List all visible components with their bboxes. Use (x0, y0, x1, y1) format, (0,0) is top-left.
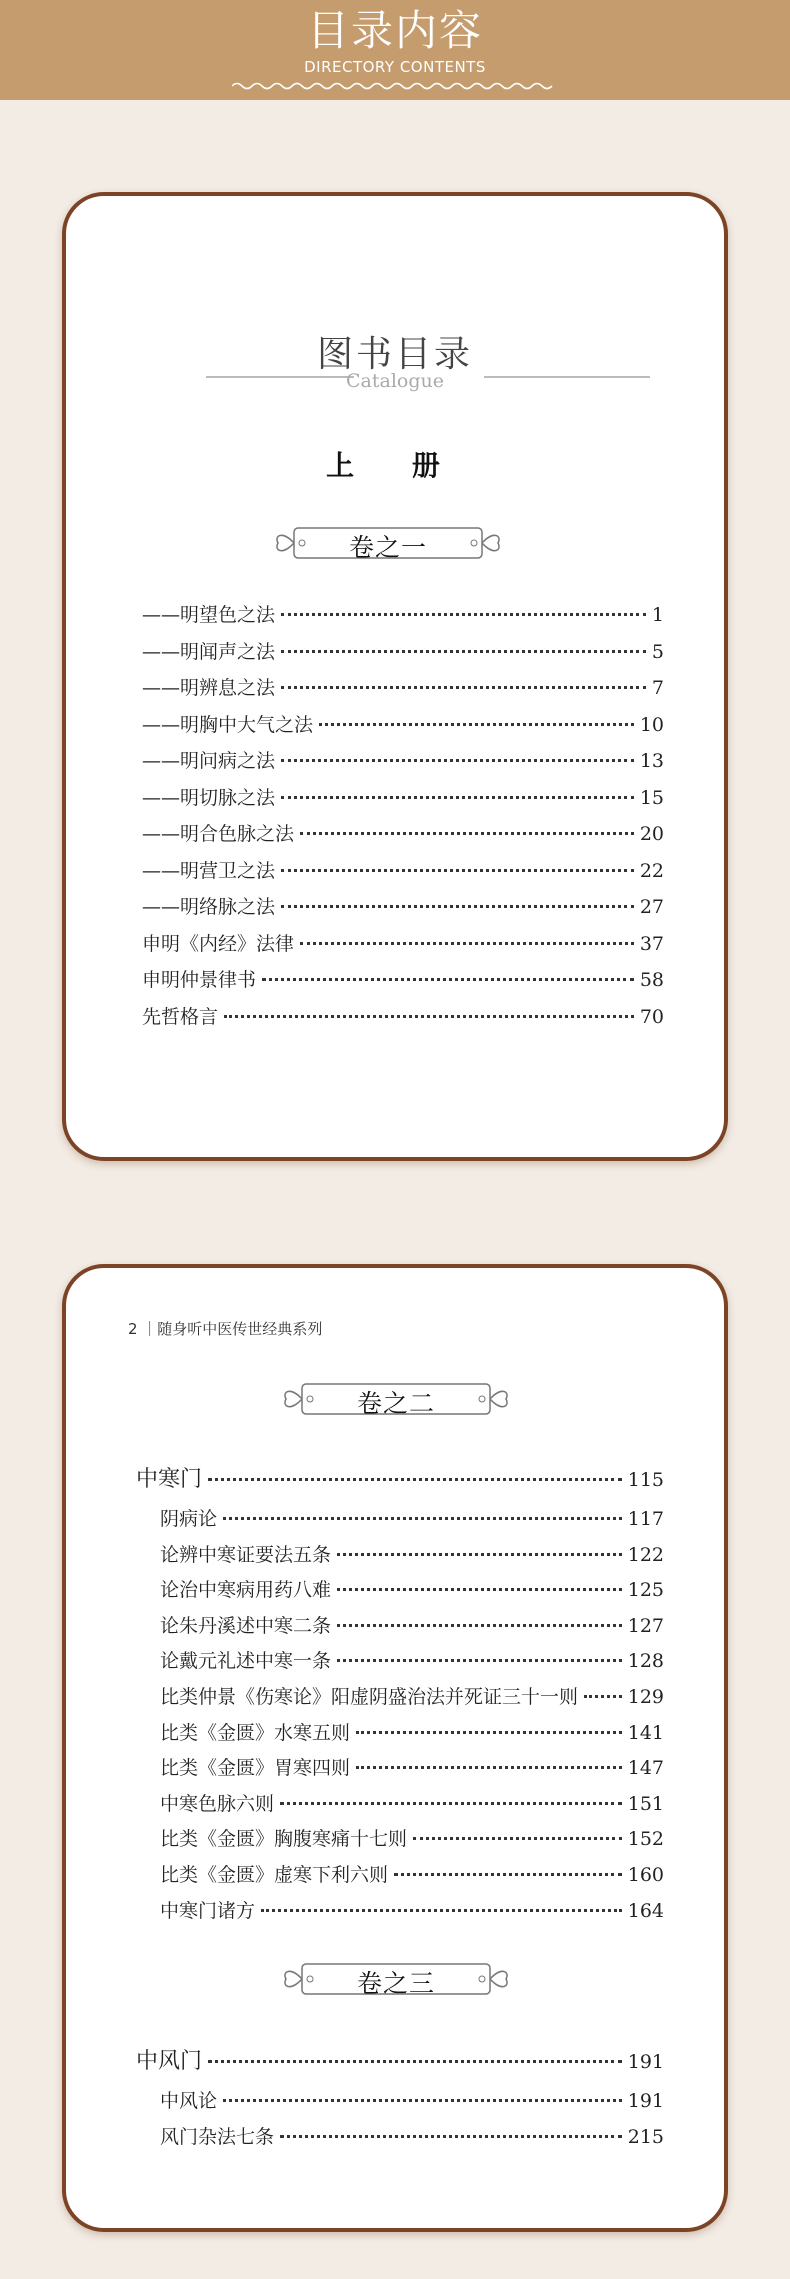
toc-entry-row[interactable] (160, 1646, 664, 1672)
toc-entry-row[interactable] (142, 673, 664, 699)
toc-entry-row[interactable] (142, 600, 664, 626)
toc-entry-page: 115 (627, 1469, 664, 1491)
dot-leader (281, 796, 634, 799)
catalogue-title: 图书目录 (316, 334, 473, 375)
toc-entry-row[interactable] (160, 1753, 664, 1779)
toc-entry-title: 风门杂法七条 (160, 2126, 275, 2148)
toc-entry-row[interactable] (142, 637, 664, 663)
toc-entry-row[interactable] (142, 819, 664, 845)
toc-entry-row[interactable] (160, 1789, 664, 1815)
toc-entry-title: 比类《金匮》胸腹寒痛十七则 (160, 1828, 408, 1851)
toc-entry-title: ——明切脉之法 (142, 786, 276, 809)
toc-entry-title: ——明望色之法 (142, 604, 276, 626)
toc-entry-title: 中寒色脉六则 (160, 1792, 275, 1815)
toc-entry-title: 比类《金匮》水寒五则 (160, 1721, 351, 1744)
dot-leader (584, 1695, 622, 1698)
toc-entry-page: 191 (627, 2051, 664, 2073)
toc-entry-page: 10 (639, 713, 664, 736)
toc-entry-row[interactable] (160, 1504, 664, 1530)
toc-entry-row[interactable] (160, 1540, 664, 1566)
juan3-label: 卷之三 (356, 1969, 435, 1998)
header-banner (0, 0, 790, 100)
toc-entry-page: 20 (639, 823, 664, 845)
toc-entry-row[interactable] (142, 746, 664, 772)
dot-leader (281, 613, 646, 616)
toc-entry-row[interactable] (160, 2086, 664, 2112)
juan1-badge (272, 524, 504, 562)
dot-leader (281, 650, 646, 653)
dot-leader (208, 2060, 622, 2063)
toc-entry-page: 37 (639, 932, 664, 955)
toc-entry-title: 比类《金匮》虚寒下利六则 (160, 1864, 389, 1886)
dot-leader (337, 1624, 622, 1627)
toc-entry-page: 160 (627, 1864, 664, 1886)
toc-entry-page: 13 (639, 750, 664, 772)
toc-entry-page: 122 (627, 1543, 664, 1566)
dot-leader (413, 1837, 622, 1840)
toc-entry-title: ——明问病之法 (142, 750, 276, 772)
toc-entry-row[interactable] (142, 929, 664, 955)
juan1-label: 卷之一 (348, 533, 427, 562)
dot-leader (337, 1659, 622, 1662)
toc-entry-title: 论治中寒病用药八难 (160, 1579, 332, 1602)
wave-divider-icon (232, 81, 558, 91)
toc-section-row[interactable] (136, 2044, 664, 2074)
toc-entry-page: 147 (627, 1757, 664, 1780)
toc-entry-title: ——明辨息之法 (142, 677, 276, 699)
toc-entry-title: ——明合色脉之法 (142, 823, 295, 845)
dot-leader (223, 2099, 622, 2102)
toc-entry-title: 中风门 (136, 2049, 203, 2074)
toc-entry-row[interactable] (142, 856, 664, 882)
catalogue-page-1 (62, 192, 728, 1161)
toc-entry-page: 125 (627, 1579, 664, 1602)
toc-entry-row[interactable] (160, 1824, 664, 1850)
dot-leader (319, 723, 634, 726)
dot-leader (394, 1873, 622, 1876)
toc-entry-title: 中寒门 (136, 1467, 203, 1492)
banner-subtitle: DIRECTORY CONTENTS (304, 58, 486, 76)
toc-entry-title: 论辨中寒证要法五条 (160, 1543, 332, 1566)
dot-leader (300, 942, 634, 945)
toc-entry-page: 117 (627, 1508, 664, 1530)
juan3-badge (280, 1960, 512, 1998)
toc-entry-title: ——明闻声之法 (142, 640, 276, 663)
toc-entry-row[interactable] (142, 892, 664, 918)
dot-leader (281, 759, 634, 762)
toc-entry-page: 128 (627, 1650, 664, 1673)
dot-leader (281, 869, 634, 872)
toc-entry-row[interactable] (160, 1575, 664, 1601)
toc-entry-title: 阴病论 (160, 1508, 218, 1530)
dot-leader (337, 1553, 622, 1556)
juan2-badge (280, 1380, 512, 1418)
toc-entry-row[interactable] (142, 783, 664, 809)
toc-entry-page: 27 (639, 896, 664, 918)
toc-entry-page: 164 (627, 1899, 664, 1922)
toc-entry-title: 中风论 (160, 2090, 218, 2112)
toc-entry-page: 15 (639, 786, 664, 809)
toc-entry-page: 1 (651, 604, 664, 626)
toc-section-row[interactable] (136, 1462, 664, 1492)
toc-entry-page: 129 (627, 1686, 664, 1708)
toc-entry-row[interactable] (142, 710, 664, 736)
dot-leader (337, 1588, 622, 1591)
toc-entry-page: 191 (627, 2090, 664, 2112)
toc-entry-title: ——明胸中大气之法 (142, 713, 314, 736)
catalogue-subtitle: Catalogue (346, 370, 444, 392)
catalogue-heading (66, 326, 724, 396)
dot-leader (208, 1478, 622, 1481)
dot-leader (356, 1766, 622, 1769)
toc-entry-row[interactable] (160, 1860, 664, 1886)
toc-entry-row[interactable] (160, 1896, 664, 1922)
toc-entry-row[interactable] (142, 965, 664, 991)
toc-entry-page: 5 (651, 640, 664, 663)
dot-leader (280, 2135, 622, 2138)
dot-leader (280, 1802, 622, 1805)
toc-entry-title: 论朱丹溪述中寒二条 (160, 1614, 332, 1637)
toc-entry-row[interactable] (142, 1002, 664, 1028)
toc-entry-row[interactable] (160, 1718, 664, 1744)
toc-entry-title: 中寒门诸方 (160, 1899, 256, 1922)
dot-leader (262, 978, 634, 981)
toc-entry-title: 先哲格言 (142, 1005, 219, 1028)
volume-label: 上 册 (326, 449, 464, 482)
dot-leader (281, 905, 634, 908)
dot-leader (224, 1015, 634, 1018)
dot-leader (300, 832, 634, 835)
toc-entry-title: 论戴元礼述中寒一条 (160, 1650, 332, 1673)
toc-entry-page: 141 (627, 1721, 664, 1744)
toc-entry-title: 比类仲景《伤寒论》阳虚阴盛治法并死证三十一则 (160, 1686, 579, 1708)
toc-entry-page: 7 (651, 677, 664, 699)
toc-entry-row[interactable] (160, 1611, 664, 1637)
toc-entry-page: 127 (627, 1614, 664, 1637)
catalogue-page-2 (62, 1264, 728, 2232)
toc-entry-page: 152 (627, 1828, 664, 1851)
running-header: 2 ｜随身听中医传世经典系列 (128, 1320, 323, 1338)
toc-entry-page: 58 (639, 969, 664, 991)
juan2-label: 卷之二 (356, 1389, 435, 1418)
toc-entry-title: ——明络脉之法 (142, 896, 276, 918)
toc-entry-title: 申明《内经》法律 (142, 932, 295, 955)
dot-leader (281, 686, 646, 689)
toc-entry-title: ——明营卫之法 (142, 859, 276, 882)
toc-entry-row[interactable] (160, 2122, 664, 2148)
toc-entry-page: 70 (639, 1005, 664, 1028)
toc-entry-page: 22 (639, 859, 664, 882)
toc-entry-title: 申明仲景律书 (142, 969, 257, 991)
dot-leader (223, 1517, 622, 1520)
banner-title: 目录内容 (306, 6, 483, 55)
dot-leader (261, 1909, 622, 1912)
toc-entry-title: 比类《金匮》胃寒四则 (160, 1757, 351, 1780)
toc-entry-row[interactable] (160, 1682, 664, 1708)
dot-leader (356, 1731, 622, 1734)
toc-entry-page: 151 (627, 1792, 664, 1815)
toc-entry-page: 215 (627, 2126, 664, 2148)
